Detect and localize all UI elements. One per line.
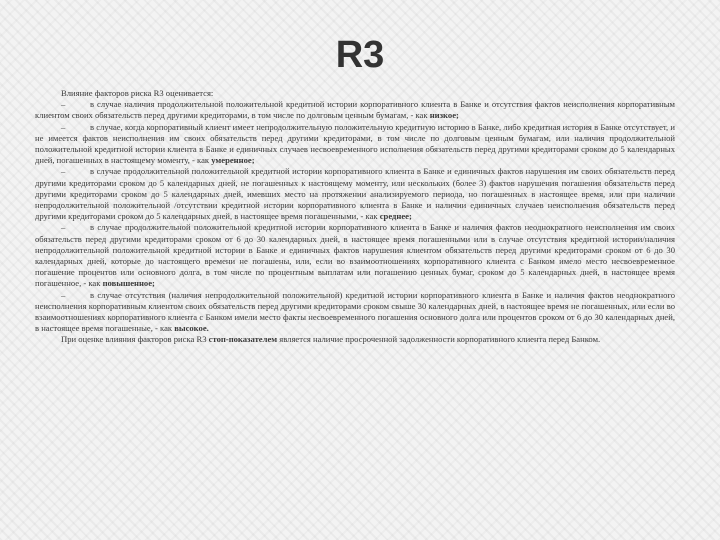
item-text: в случае продолжительной положительной кредитной истории корпоративного клиента в Банке и единичных фактов нарушения им своих обязательств перед другими кредиторами сроком до 5 календарных дней, не погашенных к настоящему моменту, или нескольких (более 3) фактов нарушения погашения обязательств перед другими кредиторами сроком до 5 календарных дней, имевших место на протяжении анализируемого периода, но погашенных в настоящее время, или при наличии непродолжительной положительной /отсутствии кредитной истории корпоративного клиента в Банке и наличии единичных случаев неисполнения обязательств перед другими кредиторами сроком до 5 календарных дней, в настоящее время погашенными, - как bbox=[35, 166, 675, 222]
footer-tail: является наличие просроченной задолженности корпоративного клиента перед Банком. bbox=[277, 334, 601, 345]
list-dash: – bbox=[61, 99, 66, 110]
list-dash: – bbox=[61, 121, 66, 132]
stop-indicator-term: стоп-показателем bbox=[208, 334, 278, 345]
item-text: в случае наличия продолжительной положительной кредитной истории корпоративного клиента в Банке и отсутствия фактов неисполнения корпоративным клиентом своих обязательств перед другими кредиторами, в том числе по долговым ценным бумагам, - как bbox=[35, 99, 675, 121]
slide-body bbox=[35, 88, 675, 346]
list-dash: – bbox=[61, 166, 66, 177]
risk-level-label: низкое; bbox=[429, 110, 459, 121]
list-item-elevated bbox=[35, 222, 675, 289]
footer-paragraph bbox=[35, 334, 675, 345]
intro-paragraph: Влияние факторов риска R3 оценивается: bbox=[61, 88, 214, 98]
risk-level-label: высокое. bbox=[174, 323, 209, 334]
list-item-high bbox=[35, 290, 675, 335]
item-text: в случае продолжительной положительной кредитной истории корпоративного клиента в Банке и наличия фактов неоднократного неисполнения им своих обязательств перед другими кредиторами сроком от 6 до 30 календарных дней, в настоящее время погашенными или в случае отсутствия кредитной истории/наличия непродолжительной положительной кредитной истории в Банке и единичных фактов нарушения клиентом обязательств перед другими кредиторами сроком от 6 до 30 календарных дней, которые до настоящего времени не погашены, или, если во взаимоотношениях корпоративного клиента с Банком имело место несвоевременное погашение процентов или основного долга, в том числе по процентным выплатам или погашению ценных бумаг, сроком до 5 календарных дней, в настоящее время погашенное, - как bbox=[35, 222, 675, 289]
footer-lead: При оценке влияния факторов риска R3 bbox=[61, 334, 209, 345]
list-dash: – bbox=[61, 289, 66, 300]
item-text: в случае отсутствия (наличия непродолжительной положительной) кредитной истории корпоративного клиента в Банке и наличия фактов неоднократного неисполнения корпоративным клиентом своих обязательств перед другими кредиторами сроком свыше 30 календарных дней, в настоящее время не погашенных, или если во взаимоотношениях корпоративного клиента с Банком имели место факты несвоевременного погашения основного долга или процентов сроком от 6 до 30 календарных дней, в настоящее время погашенные, - как bbox=[35, 289, 675, 334]
risk-level-label: повышенное; bbox=[102, 278, 155, 289]
item-text: в случае, когда корпоративный клиент имеет непродолжительную положительную кредитную историю в Банке, либо кредитная история в Банке отсутствует, и не имеется фактов неисполнения им своих обязательств перед другими кредиторами, в том числе по долговым ценным бумагам, или наличия продолжительной положительной кредитной истории клиента в Банке и единичных случаев несвоевременного исполнения обязательств перед другими кредиторами сроком до 5 календарных дней, погашенных в настоящему моменту, - как bbox=[35, 121, 675, 166]
list-item-moderate bbox=[35, 122, 675, 167]
slide-title: R3 bbox=[335, 34, 385, 76]
risk-level-label: среднее; bbox=[379, 211, 412, 222]
list-dash: – bbox=[61, 222, 66, 233]
list-item-low bbox=[35, 99, 675, 121]
risk-level-label: умеренное; bbox=[211, 155, 255, 166]
list-item-medium bbox=[35, 166, 675, 222]
